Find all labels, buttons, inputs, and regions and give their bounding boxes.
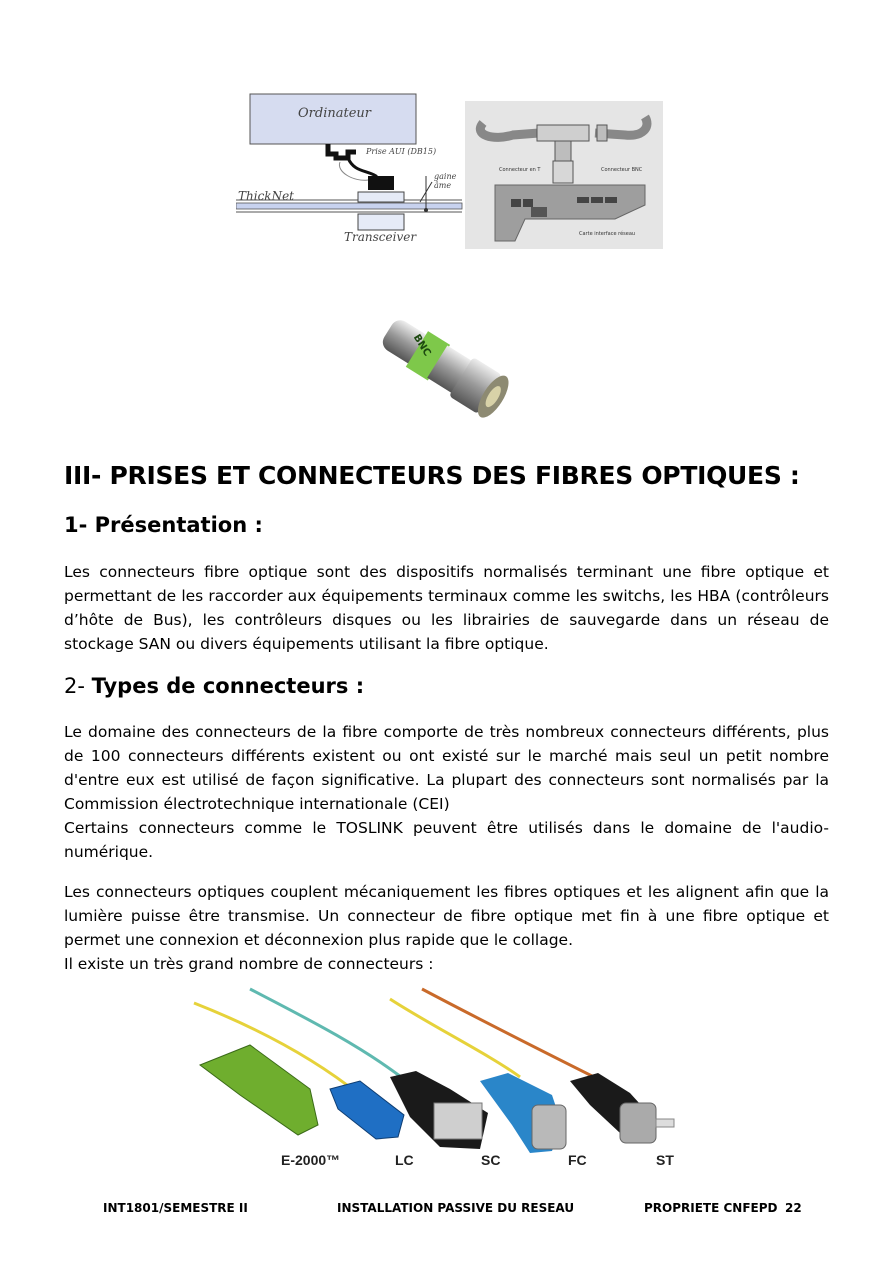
connector-label-fc: FC — [568, 1152, 587, 1168]
subheading-types-title: Types de connecteurs : — [91, 674, 365, 698]
connector-label-lc: LC — [395, 1152, 414, 1168]
fiber-connectors-photo — [190, 985, 690, 1175]
subheading-presentation: 1- Présentation : — [64, 513, 263, 537]
transceiver-label: Transceiver — [344, 230, 417, 244]
coupling-text-a: Les connecteurs optiques couplent mécaniquement les fibres optiques et les alignent afin que la lumière puisse être transmise. Un connecteur de fibre optique met fin à une fibre optique et permet une connexion et déconnexion plus rapide que le collage. — [64, 883, 829, 949]
types-text-a: Le domaine des connecteurs de la fibre comporte de très nombreux connecteurs différents, plus de 100 connecteurs différents existent ou ont existé sur le marché mais seul un petit nombre d'entre eux est utilisé de façon significative. La plupart des connecteurs sont normalisés par la Commission électrotechnique internationale (CEI) — [64, 723, 829, 813]
network-card-photo — [465, 101, 663, 249]
sc-connector-shape — [390, 1071, 488, 1149]
prise-label: Prise AUI (DB15) — [366, 147, 437, 156]
computer-label: Ordinateur — [298, 106, 371, 121]
fc-connector-shape — [480, 1073, 566, 1153]
footer-course-title: INSTALLATION PASSIVE DU RESEAU — [337, 1201, 575, 1215]
bnc-sleeve-text: BNC — [410, 332, 433, 359]
coupling-text-b: Il existe un très grand nombre de connecteurs : — [64, 955, 434, 973]
footer-course-code: INT1801/SEMESTRE II — [103, 1201, 248, 1215]
connector-label-e2000: E-2000™ — [281, 1152, 341, 1168]
e2000-connector-shape — [200, 1045, 318, 1135]
network-card-label: Carte interface réseau — [579, 231, 636, 237]
subheading-types — [64, 674, 364, 698]
footer-owner: PROPRIETE CNFEPD — [644, 1201, 778, 1215]
st-connector-shape — [570, 1073, 674, 1143]
thicknet-label: ThickNet — [238, 189, 294, 203]
types-paragraph — [64, 720, 829, 864]
coupling-paragraph — [64, 880, 829, 976]
presentation-paragraph — [64, 560, 829, 656]
types-text-b: Certains connecteurs comme le TOSLINK peuvent être utilisés dans le domaine de l'audio-numérique. — [64, 819, 829, 861]
lc-connector-shape — [330, 1081, 404, 1139]
connector-label-st: ST — [656, 1152, 674, 1168]
connector-label-sc: SC — [481, 1152, 501, 1168]
t-connector-label: Connecteur en T — [499, 167, 541, 173]
subheading-types-number: 2- — [64, 674, 85, 698]
presentation-text: Les connecteurs fibre optique sont des dispositifs normalisés terminant une fibre optique et permettant de les raccorder aux équipements terminaux comme les switchs, les HBA (contrôleurs d’hôte de Bus), les contrôleurs disques ou les librairies de sauvegarde dans un réseau de stockage SAN ou divers équipements utilisant la fibre optique. — [64, 563, 829, 653]
gaine-label: gaine — [434, 172, 457, 181]
bnc-connector-photo — [370, 300, 520, 440]
section-heading: III- PRISES ET CONNECTEURS DES FIBRES OPTIQUES : — [64, 461, 800, 490]
bnc-connector-label: Connecteur BNC — [601, 167, 643, 173]
footer-page-number: 22 — [785, 1201, 802, 1215]
ame-label: âme — [434, 181, 452, 190]
thicknet-diagram — [236, 92, 464, 250]
